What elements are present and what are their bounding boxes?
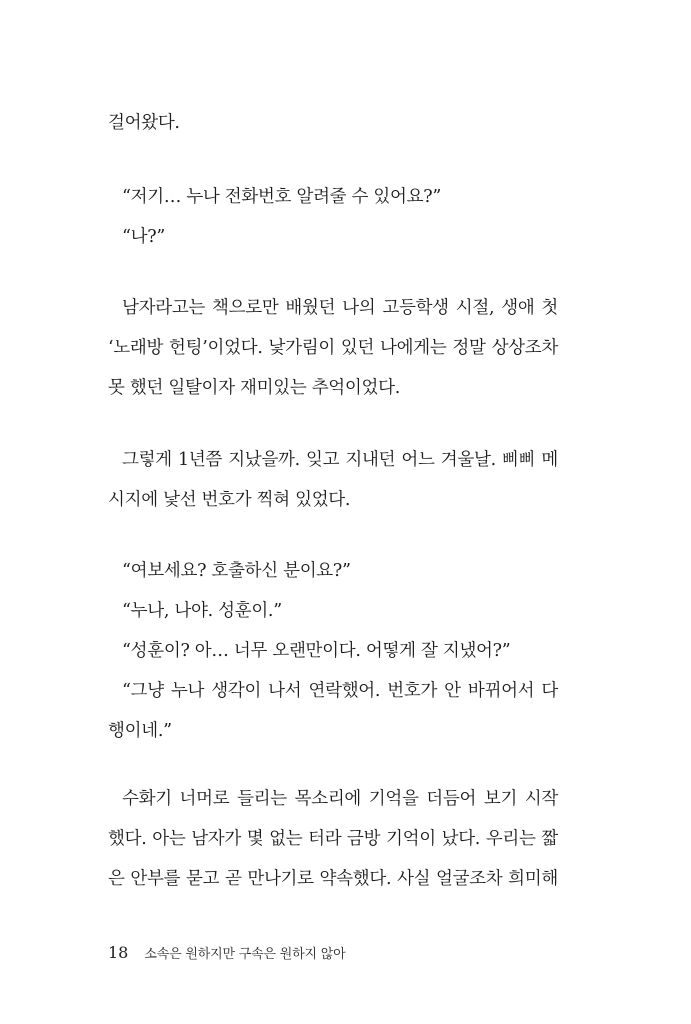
text-line: “그냥 누나 생각이 나서 연락했어. 번호가 안 바뀌어서 다 (122, 681, 558, 701)
text-line: 시지에 낯선 번호가 찍혀 있었다. (108, 490, 351, 510)
paragraph-5 (108, 551, 558, 751)
page-footer (108, 943, 345, 967)
text-line: “나?” (122, 227, 165, 247)
text-line: ‘노래방 헌팅’이었다. 낯가림이 있던 나에게는 정말 상상조차 (108, 338, 558, 358)
text-line: “여보세요? 호출하신 분이요?” (122, 561, 351, 581)
page-number: 18 (108, 943, 129, 962)
text-line: 했다. 아는 남자가 몇 없는 터라 금방 기억이 났다. 우리는 짧 (108, 829, 558, 849)
paragraph-1 (108, 103, 558, 143)
text-line: “성훈이? 아… 너무 오랜만이다. 어떻게 잘 지냈어?” (122, 641, 511, 661)
text-line: 걸어왔다. (108, 113, 180, 133)
running-title: 소속은 원하지만 구속은 원하지 않아 (144, 947, 346, 962)
text-line: “저기… 누나 전화번호 알려줄 수 있어요?” (122, 187, 441, 207)
text-line: 그렇게 1년쯤 지났을까. 잊고 지내던 어느 겨울날. 삐삐 메 (122, 450, 558, 470)
paragraph-3 (108, 288, 558, 408)
paragraph-2 (108, 177, 558, 257)
text-line: 수화기 너머로 들리는 목소리에 기억을 더듬어 보기 시작 (122, 789, 558, 809)
text-line: 행이네.” (108, 721, 172, 741)
text-line: 은 안부를 묻고 곧 만나기로 약속했다. 사실 얼굴조차 희미해 (108, 869, 558, 889)
text-line: 남자라고는 책으로만 배웠던 나의 고등학생 시절, 생애 첫 (122, 298, 558, 318)
text-line: 못 했던 일탈이자 재미있는 추억이었다. (108, 378, 400, 398)
paragraph-6 (108, 779, 558, 899)
text-line: “누나, 나야. 성훈이.” (122, 601, 282, 621)
paragraph-4 (108, 440, 558, 520)
